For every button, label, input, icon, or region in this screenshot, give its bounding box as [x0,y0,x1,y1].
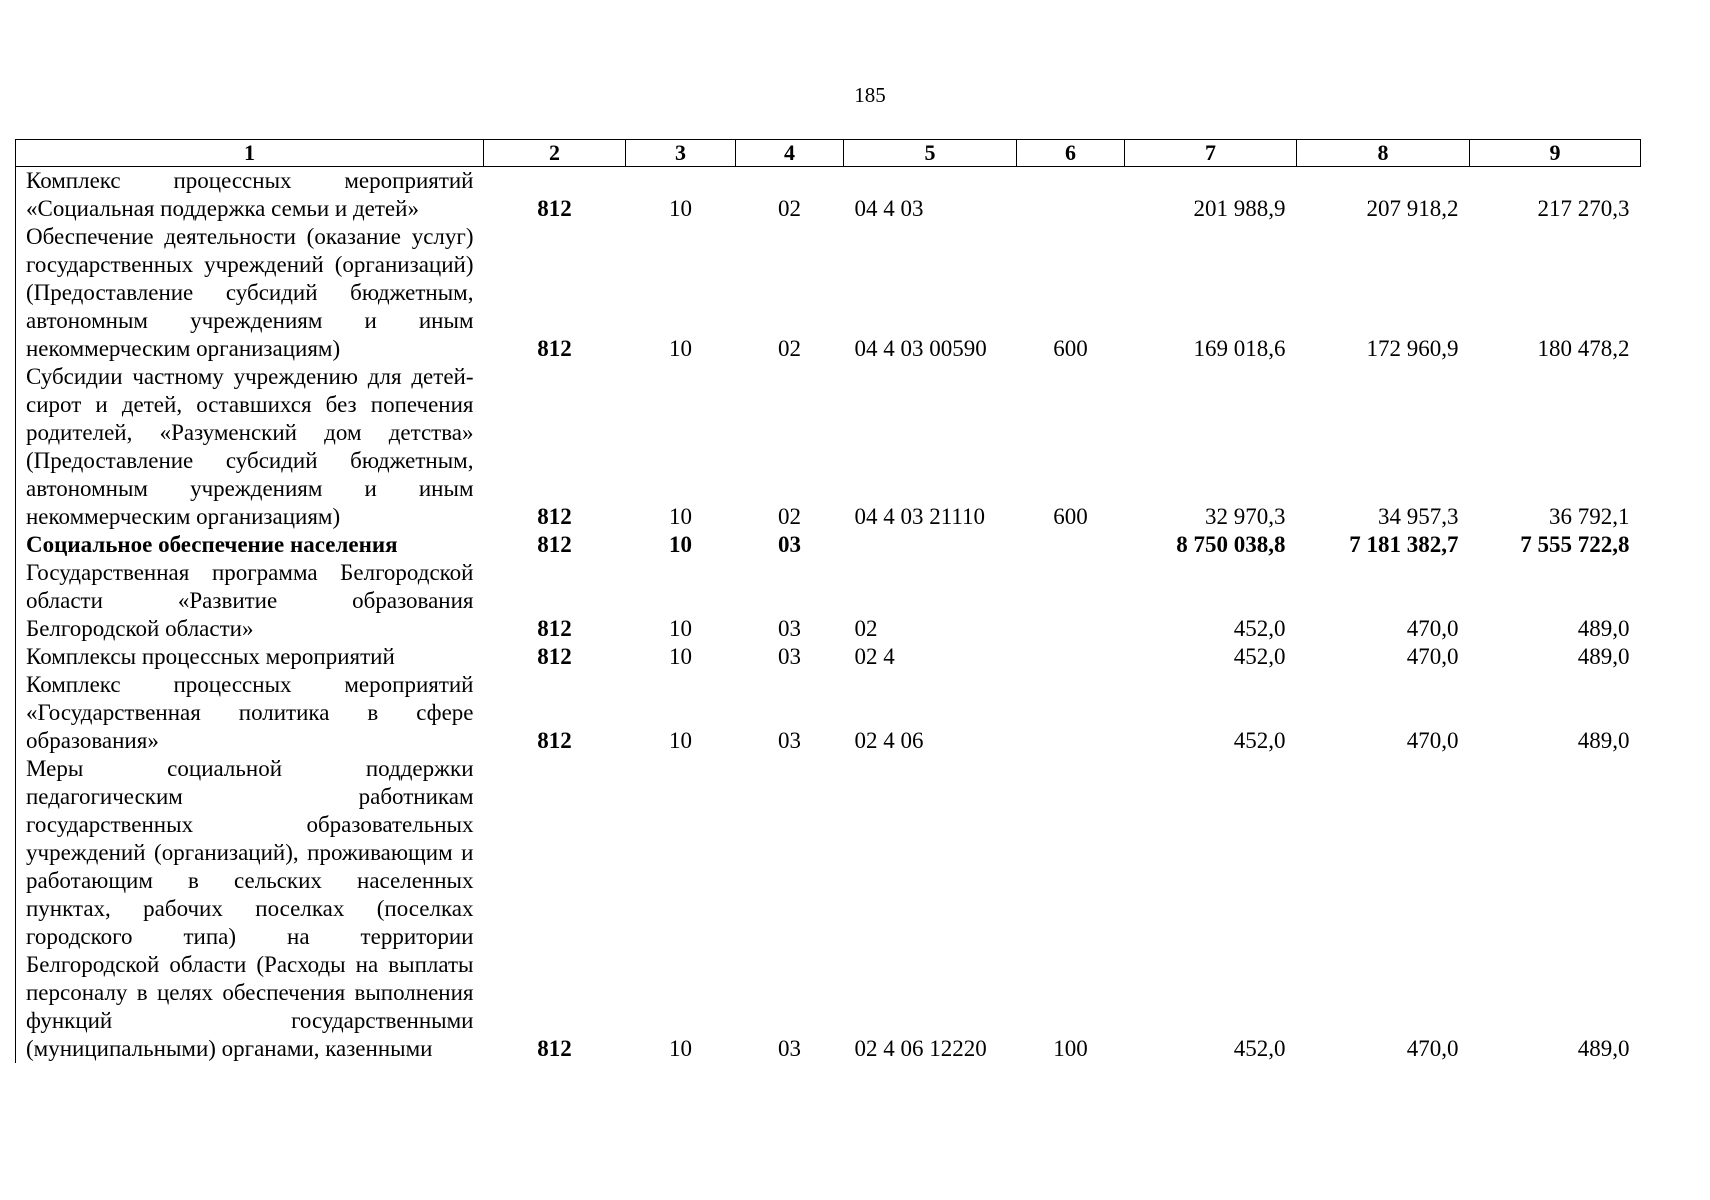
row-expense-type [1017,643,1125,671]
row-amount-1: 8 750 038,8 [1176,532,1286,557]
row-amount-3: 7 555 722,8 [1520,532,1630,557]
row-section-code: 10 [669,504,692,529]
table-row-section-total [16,531,1641,559]
row-ministry-code: 812 [537,532,572,557]
row-target-article: 04 4 03 00590 [854,336,987,361]
row-amount-2: 470,0 [1406,1036,1459,1061]
row-section-code: 10 [669,728,692,753]
row-name: Комплекс процессных мероприятий «Социальная поддержка семьи и детей» [16,167,484,224]
column-header: 3 [626,140,736,167]
column-header: 5 [844,140,1017,167]
row-name: Обеспечение деятельности (оказание услуг) государственных учреждений (организаций) (Предоставление субсидий бюджетным, автономным учреждениям и иным некоммерческим организациям) [16,223,484,363]
row-amount-1: 201 988,9 [1193,196,1286,221]
row-subsection-code: 02 [778,196,801,221]
row-amount-1: 452,0 [1233,644,1286,669]
column-header: 2 [484,140,626,167]
row-amount-3: 36 792,1 [1549,504,1630,529]
page-number: 185 [854,83,886,107]
row-target-article: 02 [854,616,878,641]
row-expense-type [1017,671,1125,755]
table-row [16,755,1641,1063]
row-ministry-code: 812 [537,336,572,361]
row-expense-type: 600 [1053,336,1088,361]
row-amount-2: 470,0 [1406,644,1459,669]
row-expense-type [1017,167,1125,224]
table-row [16,167,1641,224]
table-row [16,559,1641,643]
row-amount-1: 452,0 [1233,728,1286,753]
row-amount-2: 34 957,3 [1378,504,1459,529]
row-amount-2: 172 960,9 [1366,336,1459,361]
row-subsection-code: 03 [778,644,801,669]
column-header: 4 [736,140,844,167]
row-ministry-code: 812 [537,504,572,529]
row-amount-1: 452,0 [1233,1036,1286,1061]
row-subsection-code: 02 [778,504,801,529]
table-row [16,223,1641,363]
row-amount-3: 489,0 [1577,728,1630,753]
row-amount-1: 32 970,3 [1205,504,1286,529]
row-name: Комплекс процессных мероприятий «Государственная политика в сфере образования» [16,671,484,755]
row-section-code: 10 [669,196,692,221]
row-amount-2: 470,0 [1406,728,1459,753]
budget-table [15,139,1641,1063]
row-subsection-code: 03 [778,1036,801,1061]
row-target-article: 04 4 03 [854,196,924,221]
row-section-code: 10 [669,616,692,641]
table-header [16,140,1641,167]
row-target-article: 02 4 06 12220 [854,1036,987,1061]
row-amount-3: 489,0 [1577,644,1630,669]
row-amount-3: 180 478,2 [1537,336,1630,361]
row-target-article [844,531,1017,559]
row-expense-type [1017,531,1125,559]
row-ministry-code: 812 [537,616,572,641]
column-header: 6 [1017,140,1125,167]
table-body [16,167,1641,1064]
row-amount-3: 217 270,3 [1537,196,1630,221]
row-amount-2: 7 181 382,7 [1349,532,1459,557]
row-target-article: 02 4 [854,644,895,669]
table-row [16,363,1641,531]
row-ministry-code: 812 [537,1036,572,1061]
table-row [16,643,1641,671]
row-amount-2: 207 918,2 [1366,196,1459,221]
row-subsection-code: 03 [778,616,801,641]
table-row [16,671,1641,755]
column-header: 7 [1125,140,1297,167]
column-header: 8 [1297,140,1470,167]
row-name: Субсидии частному учреждению для детей-сирот и детей, оставшихся без попечения родителей, «Разуменский дом детства» (Предоставление субсидий бюджетным, автономным учреждениям и иным некоммерческим организациям) [16,363,484,531]
row-name: Социальное обеспечение населения [16,531,484,559]
row-target-article: 04 4 03 21110 [854,504,986,529]
row-subsection-code: 03 [778,532,801,557]
row-amount-2: 470,0 [1406,616,1459,641]
row-name: Государственная программа Белгородской области «Развитие образования Белгородской области» [16,559,484,643]
column-header: 1 [16,140,484,167]
row-ministry-code: 812 [537,196,572,221]
column-header: 9 [1470,140,1641,167]
row-expense-type: 100 [1053,1036,1088,1061]
row-subsection-code: 02 [778,336,801,361]
row-section-code: 10 [669,532,692,557]
row-expense-type [1017,559,1125,643]
row-amount-1: 452,0 [1233,616,1286,641]
row-ministry-code: 812 [537,728,572,753]
row-section-code: 10 [669,1036,692,1061]
row-amount-3: 489,0 [1577,1036,1630,1061]
row-ministry-code: 812 [537,644,572,669]
row-name: Меры социальной поддержки педагогическим работникам государственных образовательных учреждений (организаций), проживающим и работающим в сельских населенных пунктах, рабочих поселках (поселках городского типа) на территории Белгородской области (Расходы на выплаты персоналу в целях обеспечения выполнения функций государственными (муниципальными) органами, казенными [16,755,484,1063]
row-expense-type: 600 [1053,504,1088,529]
row-target-article: 02 4 06 [854,728,924,753]
row-amount-3: 489,0 [1577,616,1630,641]
row-section-code: 10 [669,336,692,361]
row-name: Комплексы процессных мероприятий [16,643,484,671]
row-section-code: 10 [669,644,692,669]
row-subsection-code: 03 [778,728,801,753]
row-amount-1: 169 018,6 [1193,336,1286,361]
header-row [16,140,1641,167]
